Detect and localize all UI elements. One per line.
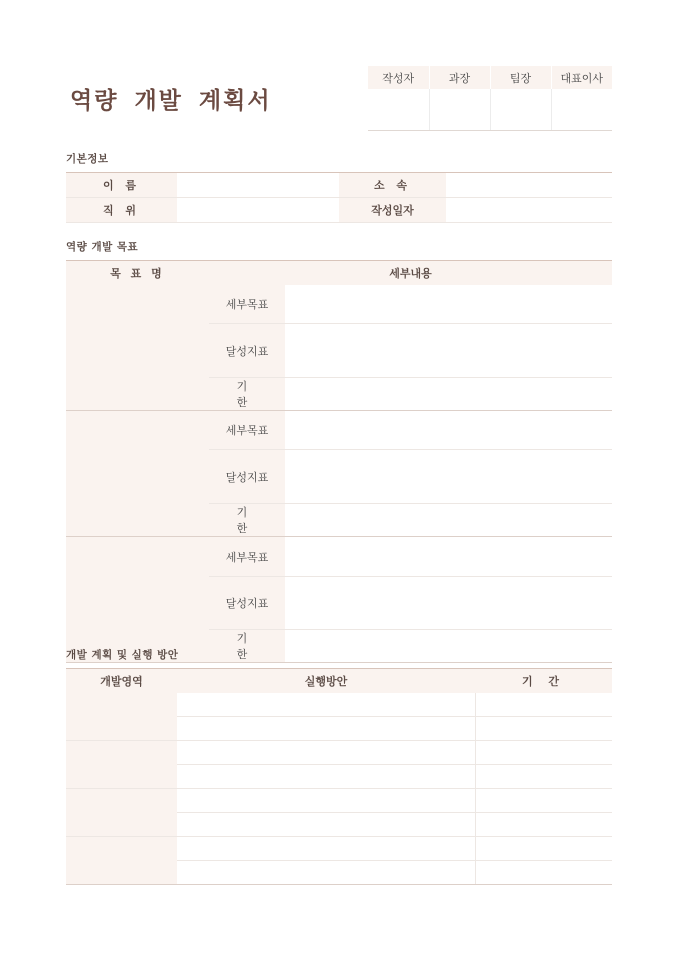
deadline-label: 기 한 <box>209 378 285 411</box>
indicator-label: 달성지표 <box>209 324 285 378</box>
basic-info-table <box>66 172 612 223</box>
goal-name-field[interactable] <box>66 285 209 411</box>
goal-name-header: 목 표 명 <box>66 261 209 286</box>
sub-goal-field[interactable] <box>285 537 612 577</box>
sub-goal-label: 세부목표 <box>209 537 285 577</box>
period-field[interactable] <box>475 813 612 837</box>
indicator-label: 달성지표 <box>209 450 285 504</box>
position-field[interactable] <box>177 198 339 223</box>
sub-goal-label: 세부목표 <box>209 411 285 450</box>
deadline-label: 기 한 <box>209 630 285 663</box>
date-field[interactable] <box>446 198 612 223</box>
approval-header-manager: 과장 <box>429 66 490 89</box>
period-field[interactable] <box>475 789 612 813</box>
name-label: 이 름 <box>66 173 177 198</box>
date-label: 작성일자 <box>339 198 446 223</box>
indicator-field[interactable] <box>285 450 612 504</box>
section-title-plan: 개발 계획 및 실행 방안 <box>66 649 179 661</box>
period-field[interactable] <box>475 861 612 885</box>
method-field[interactable] <box>177 693 475 717</box>
name-field[interactable] <box>177 173 339 198</box>
approval-sign-writer[interactable] <box>368 89 429 131</box>
plan-table <box>66 668 612 885</box>
approval-header-writer: 작성자 <box>368 66 429 89</box>
period-field[interactable] <box>475 837 612 861</box>
method-field[interactable] <box>177 741 475 765</box>
approval-sign-ceo[interactable] <box>551 89 612 131</box>
method-field[interactable] <box>177 717 475 741</box>
deadline-field[interactable] <box>285 378 612 411</box>
indicator-label: 달성지표 <box>209 577 285 630</box>
period-field[interactable] <box>475 693 612 717</box>
deadline-label: 기 한 <box>209 504 285 537</box>
sub-goal-field[interactable] <box>285 411 612 450</box>
document-title: 역량 개발 계획서 <box>70 88 272 114</box>
affiliation-field[interactable] <box>446 173 612 198</box>
period-field[interactable] <box>475 717 612 741</box>
indicator-field[interactable] <box>285 577 612 630</box>
area-field[interactable] <box>66 741 177 789</box>
period-header: 기 간 <box>475 669 612 694</box>
details-header: 세부내용 <box>209 261 612 286</box>
area-header: 개발영역 <box>66 669 177 694</box>
method-field[interactable] <box>177 765 475 789</box>
approval-header-ceo: 대표이사 <box>551 66 612 89</box>
indicator-field[interactable] <box>285 324 612 378</box>
area-field[interactable] <box>66 789 177 837</box>
deadline-field[interactable] <box>285 630 612 663</box>
deadline-field[interactable] <box>285 504 612 537</box>
affiliation-label: 소 속 <box>339 173 446 198</box>
method-header: 실행방안 <box>177 669 475 694</box>
approval-sign-team-lead[interactable] <box>490 89 551 131</box>
area-field[interactable] <box>66 837 177 885</box>
goals-table <box>66 260 612 663</box>
section-title-goals: 역량 개발 목표 <box>66 241 139 253</box>
area-field[interactable] <box>66 693 177 741</box>
method-field[interactable] <box>177 789 475 813</box>
method-field[interactable] <box>177 861 475 885</box>
method-field[interactable] <box>177 837 475 861</box>
period-field[interactable] <box>475 741 612 765</box>
goal-name-field[interactable] <box>66 411 209 537</box>
section-title-basic-info: 기본정보 <box>66 153 109 165</box>
method-field[interactable] <box>177 813 475 837</box>
approval-table <box>368 66 612 131</box>
approval-header-team-lead: 팀장 <box>490 66 551 89</box>
sub-goal-field[interactable] <box>285 285 612 324</box>
period-field[interactable] <box>475 765 612 789</box>
goal-name-field[interactable] <box>66 537 209 663</box>
position-label: 직 위 <box>66 198 177 223</box>
approval-sign-manager[interactable] <box>429 89 490 131</box>
sub-goal-label: 세부목표 <box>209 285 285 324</box>
